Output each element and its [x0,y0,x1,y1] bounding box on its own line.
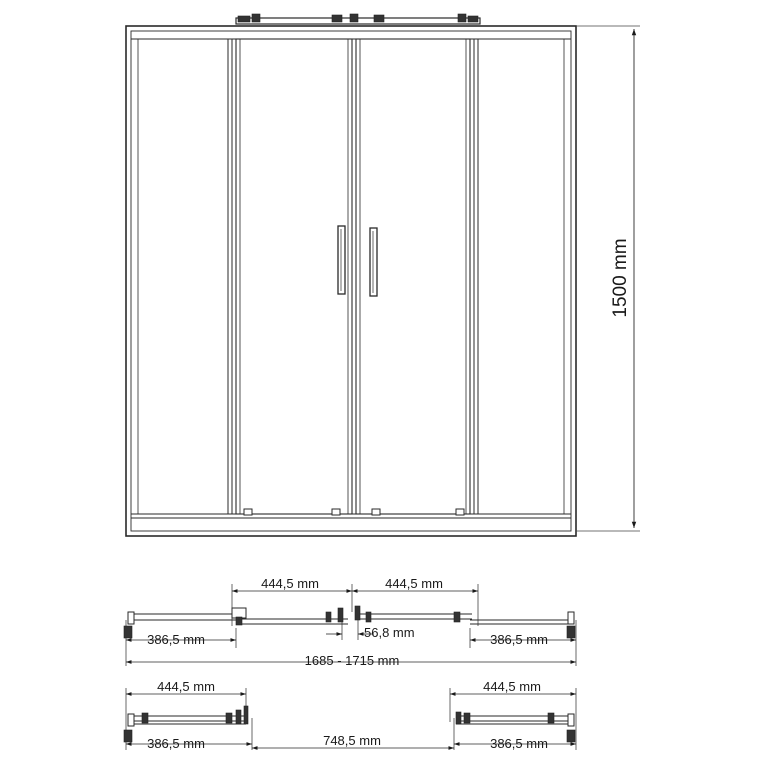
open-right-door-width: 444,5 mm [483,679,541,694]
closed-left-fixed-width: 386,5 mm [147,632,205,647]
door-handles [338,226,377,296]
left-fixed-panel [228,39,232,514]
closed-right-door-width: 444,5 mm [385,576,443,591]
outer-frame [126,26,576,536]
right-fixed-panel [474,39,478,514]
open-left-door-width: 444,5 mm [157,679,215,694]
plan-view-open [124,679,576,751]
height-dimension [576,26,640,531]
height-label: 1500 mm [610,238,631,318]
front-elevation [126,14,640,536]
open-left-fixed-width: 386,5 mm [147,736,205,751]
open-right-fixed-width: 386,5 mm [490,736,548,751]
closed-right-fixed-width: 386,5 mm [490,632,548,647]
top-rail [236,14,480,24]
opening-width: 748,5 mm [323,733,381,748]
overlap-width: 56,8 mm [364,625,415,640]
total-width: 1685 - 1715 mm [304,653,400,668]
left-sliding-door [236,39,352,515]
plan-view-closed [124,576,576,668]
closed-left-door-width: 444,5 mm [261,576,319,591]
